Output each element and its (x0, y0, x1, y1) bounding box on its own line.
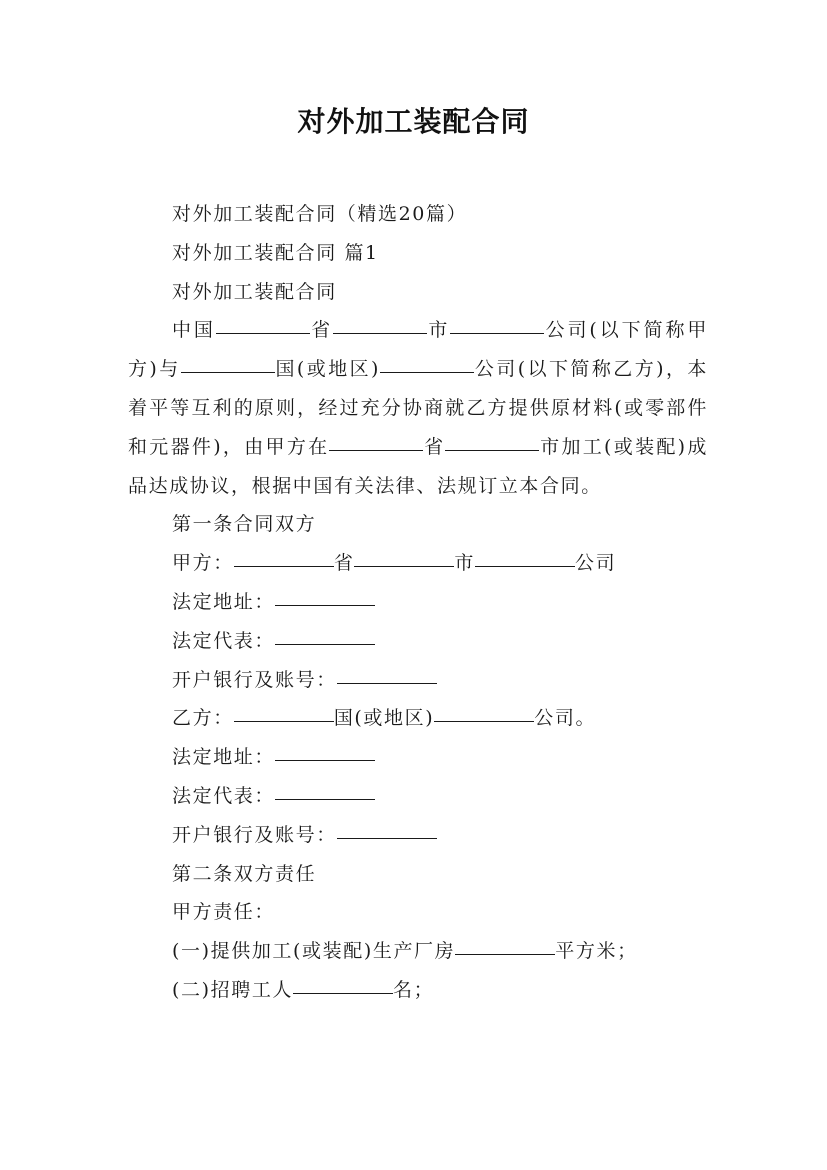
field-label: 法定代表： (172, 629, 276, 652)
field-label: 法定代表： (172, 784, 276, 807)
intro-text: 省 (423, 435, 446, 458)
party-b-bank (128, 816, 708, 855)
party-b-rep (128, 777, 708, 816)
blank-line (234, 565, 334, 567)
blank-line (354, 565, 454, 567)
duty-item (128, 971, 708, 1010)
document-body (128, 195, 708, 1010)
blank-line (181, 371, 275, 373)
party-a-line (128, 544, 708, 583)
duty-item-text: 名； (393, 978, 435, 1001)
intro-paragraph (128, 311, 708, 505)
blank-line (445, 449, 539, 451)
party-b-country: 国(或地区) (333, 707, 435, 730)
duty-heading: 甲方责任： (172, 901, 276, 924)
blank-line (455, 953, 555, 955)
intro-text: 省 (309, 319, 334, 342)
party-a-bank (128, 661, 708, 700)
blank-line (475, 565, 575, 567)
party-b-address (128, 738, 708, 777)
blank-line (293, 992, 393, 994)
blank-line (275, 759, 375, 761)
blank-line (275, 798, 375, 800)
blank-line (329, 449, 423, 451)
duty-item-text: (二)招聘工人 (172, 978, 294, 1001)
party-b-label: 乙方： (172, 707, 234, 730)
blank-line (337, 682, 437, 684)
blank-line (450, 332, 544, 334)
article-heading: 第二条双方责任 (172, 862, 317, 885)
party-b-company: 公司。 (534, 707, 597, 730)
duty-item (128, 932, 708, 971)
party-a-address (128, 583, 708, 622)
blank-line (337, 837, 437, 839)
field-label: 开户银行及账号： (172, 668, 337, 691)
intro-text: 中国 (172, 319, 216, 342)
blank-line (333, 332, 427, 334)
party-a-prov: 省 (333, 552, 355, 575)
duty-item-text: 平方米； (555, 940, 638, 963)
field-label: 法定地址： (172, 746, 276, 769)
blank-line (434, 720, 534, 722)
blank-line (216, 332, 310, 334)
contract-name-line: 对外加工装配合同 (172, 280, 337, 303)
field-label: 法定地址： (172, 590, 276, 613)
subtitle-line: 对外加工装配合同（精选20篇） (172, 203, 468, 225)
section-heading: 对外加工装配合同 篇1 (172, 241, 379, 264)
blank-line (275, 604, 375, 606)
intro-text: 市 (427, 319, 451, 342)
intro-text: 公司(以下简称乙方)，本着平等互利的原则，经过充分协商就乙方提供原材料(或零部件和元器件)，由甲方在 (128, 358, 708, 458)
blank-line (380, 371, 474, 373)
blank-line (234, 720, 334, 722)
blank-line (275, 643, 375, 645)
page-title: 对外加工装配合同 (297, 105, 530, 138)
party-a-label: 甲方： (172, 552, 234, 575)
party-b-line (128, 699, 708, 738)
field-label: 开户银行及账号： (172, 823, 337, 846)
party-a-city: 市 (454, 552, 476, 575)
party-a-company: 公司 (575, 552, 617, 575)
article-heading: 第一条合同双方 (172, 513, 317, 536)
intro-text: 国(或地区) (274, 358, 381, 381)
duty-item-text: (一)提供加工(或装配)生产厂房 (172, 940, 456, 963)
intro-text: 公司(以下简称甲方)与 (128, 319, 709, 381)
intro-text: 市加工(或装配)成品达成协议，根据中国有关法律、法规订立本合同。 (128, 435, 708, 497)
party-a-rep (128, 622, 708, 661)
